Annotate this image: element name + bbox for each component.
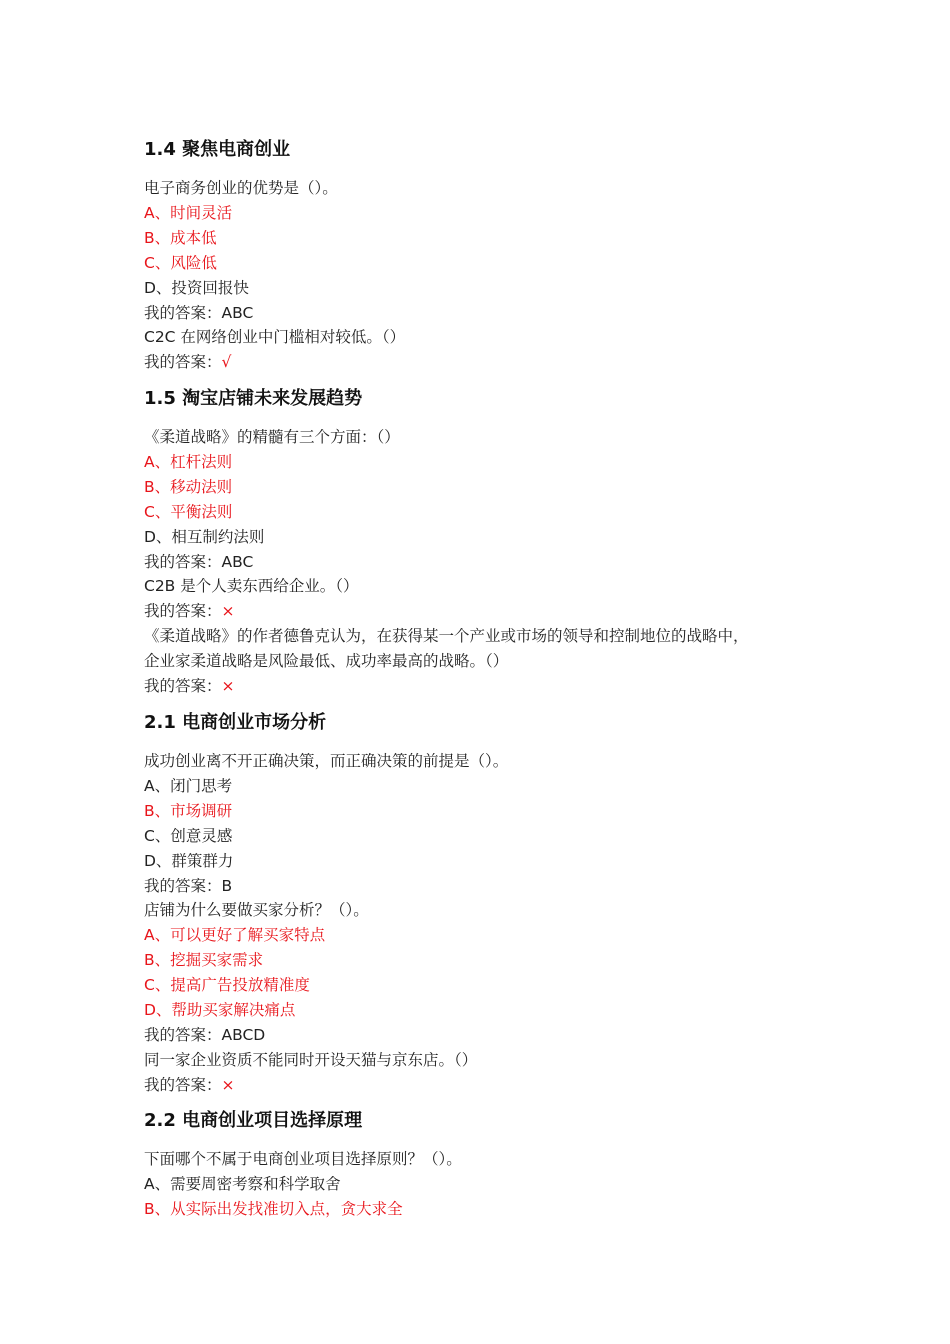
section-2-2 — [144, 1109, 830, 1222]
text-line: 店铺为什么要做买家分析？（）。 — [144, 901, 369, 920]
answer-option-correct: C、平衡法则 — [144, 502, 233, 521]
answer-option-correct: A、杠杆法则 — [144, 452, 233, 471]
text-line: 我的答案：ABC — [144, 303, 254, 322]
answer-option-correct: B、成本低 — [144, 228, 217, 247]
section-heading: 1.4 聚焦电商创业 — [144, 139, 291, 160]
answer-option-correct: B、移动法则 — [144, 477, 233, 496]
answer-option-correct: B、市场调研 — [144, 801, 233, 820]
text-line: 电子商务创业的优势是（）。 — [144, 179, 338, 197]
text-line: 下面哪个不属于电商创业项目选择原则？（）。 — [144, 1150, 462, 1168]
text-line: 我的答案：ABC — [144, 552, 254, 571]
text-line: C、创意灵感 — [144, 826, 233, 845]
text-line: C2C 在网络创业中门槛相对较低。（） — [144, 328, 406, 347]
my-answer-mark: × — [221, 1075, 235, 1094]
section-1-4 — [144, 138, 830, 375]
section-body — [144, 425, 830, 699]
answer-option-correct: B、从实际出发找准切入点，贪大求全 — [144, 1199, 403, 1218]
text-line: D、相互制约法则 — [144, 527, 265, 546]
answer-option-correct: A、可以更好了解买家特点 — [144, 926, 326, 945]
text-line: 企业家柔道战略是风险最低、成功率最高的战略。（） — [144, 652, 509, 671]
answer-option-correct: C、风险低 — [144, 253, 217, 272]
text-line: 《柔道战略》的作者德鲁克认为，在获得某一个产业或市场的领导和控制地位的战略中， — [144, 627, 749, 646]
my-answer-label: 我的答案： — [144, 353, 222, 372]
text-line: C2B 是个人卖东西给企业。（） — [144, 577, 359, 596]
text-line: A、闭门思考 — [144, 776, 233, 795]
section-heading: 2.1 电商创业市场分析 — [144, 712, 327, 733]
answer-option-correct: B、挖掘买家需求 — [144, 951, 264, 970]
answer-option-correct: A、时间灵活 — [144, 203, 233, 222]
answer-option-correct: D、帮助买家解决痛点 — [144, 1001, 296, 1020]
my-answer-line — [144, 350, 830, 375]
section-heading: 2.2 电商创业项目选择原理 — [144, 1110, 363, 1131]
text-line: 成功创业离不开正确决策，而正确决策的前提是（）。 — [144, 752, 509, 770]
section-body — [144, 176, 830, 375]
section-1-5 — [144, 387, 830, 699]
text-line: A、需要周密考察和科学取舍 — [144, 1174, 341, 1193]
text-line: 我的答案：B — [144, 876, 233, 895]
my-answer-label: 我的答案： — [144, 677, 222, 696]
section-body — [144, 1147, 830, 1222]
text-line: 《柔道战略》的精髓有三个方面：（） — [144, 428, 400, 446]
my-answer-line — [144, 1073, 830, 1098]
my-answer-label: 我的答案： — [144, 602, 222, 621]
my-answer-label: 我的答案： — [144, 1075, 222, 1094]
section-heading: 1.5 淘宝店铺未来发展趋势 — [144, 388, 363, 409]
my-answer-line — [144, 599, 830, 624]
text-line: 同一家企业资质不能同时开设天猫与京东店。（） — [144, 1050, 478, 1069]
answer-option-correct: C、提高广告投放精准度 — [144, 976, 310, 995]
section-body — [144, 749, 830, 1098]
my-answer-mark: × — [221, 602, 235, 621]
my-answer-line — [144, 674, 830, 699]
section-2-1 — [144, 711, 830, 1098]
my-answer-mark: × — [221, 677, 235, 696]
text-line: D、投资回报快 — [144, 278, 249, 297]
text-line: D、群策群力 — [144, 851, 234, 870]
my-answer-mark: √ — [221, 353, 232, 372]
text-line: 我的答案：ABCD — [144, 1025, 266, 1044]
